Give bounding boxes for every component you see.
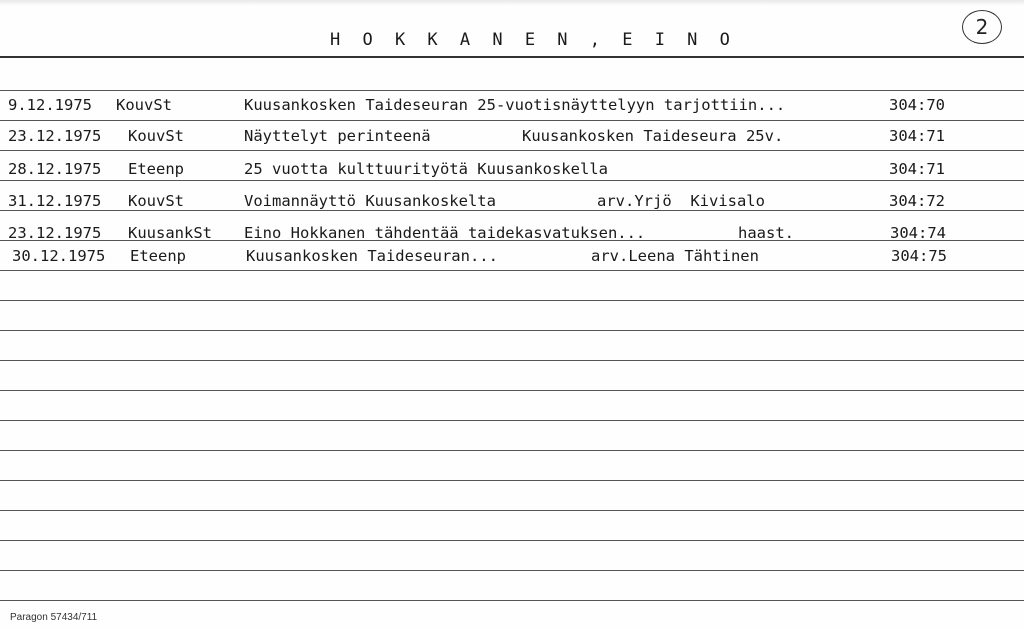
- entry-source: KouvSt: [128, 127, 184, 145]
- rule-line: [0, 450, 1024, 451]
- rule-line: [0, 600, 1024, 601]
- entry-source: Eteenp: [128, 160, 184, 178]
- entry-reference: 304:74: [890, 224, 946, 242]
- card-entry: [0, 192, 1024, 216]
- entry-reference: 304:75: [891, 247, 947, 265]
- rule-line: [0, 120, 1024, 121]
- entry-title: Näyttelyt perinteenä: [244, 127, 431, 145]
- rule-line: [0, 56, 1024, 58]
- rule-line: [0, 480, 1024, 481]
- card-entry: [0, 247, 1024, 271]
- card-entry: [0, 127, 1024, 151]
- entry-reference: 304:72: [889, 192, 945, 210]
- card-title: H O K K A N E N , E I N O: [330, 30, 736, 50]
- card-entry: [0, 224, 1024, 248]
- entry-date: 30.12.1975: [12, 247, 106, 265]
- rule-line: [0, 510, 1024, 511]
- entry-date: 23.12.1975: [8, 127, 102, 145]
- entry-source: KouvSt: [128, 192, 184, 210]
- card-number: 2: [962, 10, 1002, 44]
- entry-note: arv.Yrjö Kivisalo: [597, 192, 765, 210]
- rule-line: [0, 330, 1024, 331]
- entry-note: arv.Leena Tähtinen: [591, 247, 759, 265]
- rule-line: [0, 300, 1024, 301]
- entry-date: 9.12.1975: [8, 96, 92, 114]
- entry-reference: 304:71: [889, 127, 945, 145]
- entry-note: haast.: [738, 224, 794, 242]
- entry-title: 25 vuotta kulttuurityötä Kuusankoskella: [244, 160, 608, 178]
- entry-date: 31.12.1975: [8, 192, 102, 210]
- entry-title: Kuusankosken Taideseuran 25-vuotisnäyttelyyn tarjottiin...: [244, 96, 786, 114]
- card-top-edge: [0, 0, 1024, 6]
- entry-title: Voimannäyttö Kuusankoskelta: [244, 192, 496, 210]
- card-entry: [0, 160, 1024, 184]
- entry-source: KuusankSt: [128, 224, 212, 242]
- entry-date: 23.12.1975: [8, 224, 102, 242]
- card-entry: [0, 96, 1024, 120]
- entry-source: KouvSt: [116, 96, 172, 114]
- rule-line: [0, 570, 1024, 571]
- entry-reference: 304:71: [889, 160, 945, 178]
- entry-reference: 304:70: [889, 96, 945, 114]
- entry-title: Kuusankosken Taideseuran...: [246, 247, 498, 265]
- card-print-mark: Paragon 57434/711: [10, 612, 98, 623]
- entry-title: Eino Hokkanen tähdentää taidekasvatuksen...: [244, 224, 646, 242]
- rule-line: [0, 390, 1024, 391]
- rule-line: [0, 420, 1024, 421]
- rule-line: [0, 360, 1024, 361]
- rule-line: [0, 540, 1024, 541]
- entry-note: Kuusankosken Taideseura 25v.: [522, 127, 784, 145]
- entry-date: 28.12.1975: [8, 160, 102, 178]
- entry-source: Eteenp: [130, 247, 186, 265]
- rule-line: [0, 90, 1024, 91]
